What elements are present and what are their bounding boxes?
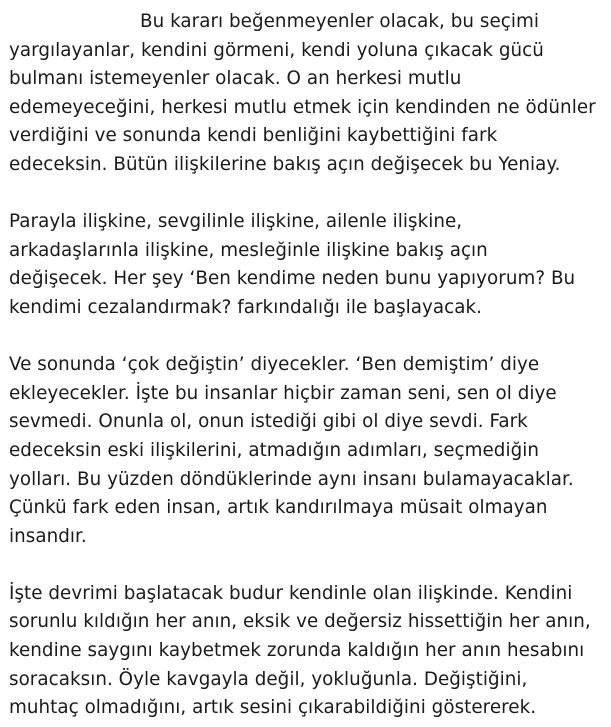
text-line: sevmedi. Onunla ol, onun istediği gibi ol diye sevdi. Fark xyxy=(9,411,528,433)
text-line: yargılayanlar, kendini görmeni, kendi yoluna çıkacak gücü xyxy=(9,39,544,61)
paragraph-2 xyxy=(9,208,597,322)
text-line: Bu kararı beğenmeyenler olacak, bu seçimi xyxy=(140,11,539,32)
text-line: muhtaç olmadığını, artık sesini çıkarabildiğini göstererek. xyxy=(9,697,537,719)
text-line: soracaksın. Öyle kavgayla değil, yokluğunla. Değiştiğini, xyxy=(9,668,528,690)
text-line: Çünkü fark eden insan, artık kandırılmaya müsait olmayan xyxy=(9,497,548,519)
paragraph-4 xyxy=(9,580,597,723)
text-line: ekleyecekler. İşte bu insanlar hiçbir zaman seni, sen ol diye xyxy=(9,382,557,404)
paragraph-3 xyxy=(9,351,597,551)
text-line: bulmanı istemeyenler olacak. O an herkesi mutlu xyxy=(9,68,462,90)
text-line: edeceksin eski ilişkilerini, atmadığın adımları, seçmediğin xyxy=(9,439,539,461)
text-line: edemeyeceğini, herkesi mutlu etmek için kendinden ne ödünler xyxy=(9,96,596,118)
text-line: verdiğini ve sonunda kendi benliğini kaybettiğini fark xyxy=(9,125,498,147)
text-line: yolları. Bu yüzden döndüklerinde aynı insanı bulamayacaklar. xyxy=(9,468,574,490)
text-line: İşte devrimi başlatacak budur kendinle olan ilişkinde. Kendini xyxy=(9,582,573,604)
text-line: değişecek. Her şey ‘Ben kendime neden bunu yapıyorum? Bu xyxy=(9,268,576,290)
text-line: arkadaşlarınla ilişkine, mesleğinle ilişkine bakış açın xyxy=(9,239,488,261)
text-line: Parayla ilişkine, sevgilinle ilişkine, ailenle ilişkine, xyxy=(9,211,463,233)
text-line: edeceksin. Bütün ilişkilerine bakış açın değişecek bu Yeniay. xyxy=(9,153,561,175)
text-line: kendine saygını kaybetmek zorunda kaldığın her anın hesabını xyxy=(9,640,585,662)
paragraph-1 xyxy=(9,8,597,180)
text-line: insandır. xyxy=(9,525,87,547)
text-line: Ve sonunda ‘çok değiştin’ diyecekler. ‘Ben demiştim’ diye xyxy=(9,354,540,376)
text-line: kendimi cezalandırmak? farkındalığı ile başlayacak. xyxy=(9,296,483,318)
text-line: sorunlu kıldığın her anın, eksik ve değersiz hissettiğin her anın, xyxy=(9,611,591,633)
